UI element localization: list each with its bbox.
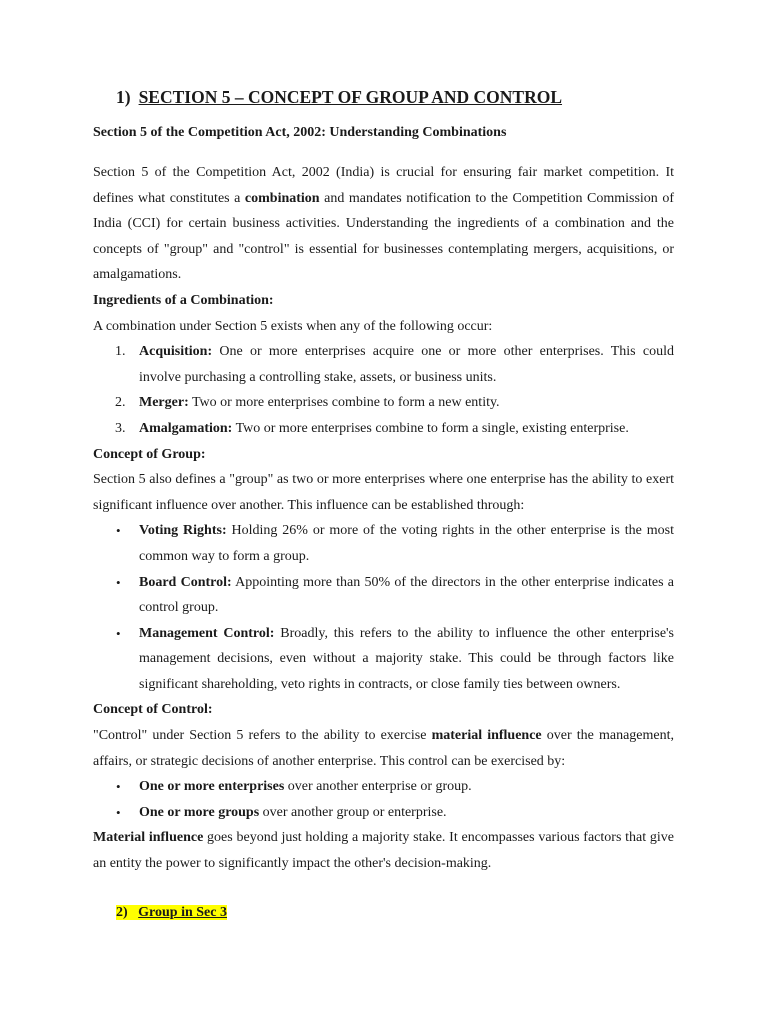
item-term: Management Control: bbox=[139, 625, 275, 641]
closing-text: goes beyond just holding a majority stake. It encompasses various factors that give an entity the power to significantly impact the other's decision-making. bbox=[93, 830, 675, 872]
list-item bbox=[93, 416, 674, 442]
document-subtitle: Section 5 of the Competition Act, 2002: Understanding Combinations bbox=[93, 125, 507, 140]
document-body bbox=[93, 84, 674, 923]
intro-bold-term: combination bbox=[244, 190, 320, 206]
heading-title: SECTION 5 – CONCEPT OF GROUP AND CONTROL bbox=[138, 87, 563, 107]
item-text: over another group or enterprise. bbox=[259, 804, 447, 820]
item-text: Two or more enterprises combine to form a new entity. bbox=[188, 395, 500, 411]
bullet-icon: • bbox=[116, 574, 121, 590]
ingredients-list bbox=[93, 339, 674, 441]
heading-number: 2) bbox=[116, 904, 128, 920]
item-term: One or more enterprises bbox=[139, 779, 285, 795]
item-text: Appointing more than 50% of the directors in the other enterprise indicates a control group. bbox=[139, 574, 674, 616]
list-item bbox=[93, 518, 674, 569]
item-term: Voting Rights: bbox=[139, 523, 227, 539]
control-list bbox=[93, 774, 674, 825]
material-influence-paragraph bbox=[93, 825, 674, 876]
group-lead: Section 5 also defines a "group" as two or more enterprises where one enterprise has the ability to exert significant influence over another. This influence can be established through: bbox=[93, 472, 674, 513]
intro-text: Section 5 of the Competition Act, 2002 (India) is crucial for ensuring fair market competition. It defines what constitutes a bbox=[93, 165, 674, 206]
group-list bbox=[93, 518, 674, 697]
list-item bbox=[93, 621, 674, 698]
control-lead-text-cont: over the management, affairs, or strategic decisions of another enterprise. This control can be exercised by: bbox=[93, 728, 674, 769]
item-term: Acquisition: bbox=[139, 344, 213, 360]
heading-title: Group in Sec 3 bbox=[138, 904, 227, 920]
item-text: Two or more enterprises combine to form a single, existing enterprise. bbox=[232, 420, 629, 436]
ingredients-lead: A combination under Section 5 exists when any of the following occur: bbox=[93, 318, 493, 334]
list-item bbox=[93, 390, 674, 416]
bullet-icon: • bbox=[116, 779, 121, 795]
item-text: Holding 26% or more of the voting rights in the other enterprise is the most common way to form a group. bbox=[139, 523, 674, 564]
list-number: 2. bbox=[115, 395, 126, 411]
control-bold-term: material influence bbox=[431, 728, 542, 744]
intro-text-cont: and mandates notification to the Competition Commission of India (CCI) for certain business activities. Understanding the ingredients of a combination and the concepts of "group" and "control" is essential for businesses contemplating mergers, acquisitions, or amalgamations. bbox=[93, 190, 674, 283]
control-lead-text: "Control" under Section 5 refers to the ability to exercise bbox=[93, 728, 432, 744]
item-text: over another enterprise or group. bbox=[284, 779, 472, 795]
item-term: Merger: bbox=[139, 395, 189, 411]
closing-bold-term: Material influence bbox=[93, 830, 204, 846]
list-item bbox=[93, 774, 674, 800]
item-term: Amalgamation: bbox=[139, 420, 233, 436]
bullet-icon: • bbox=[116, 804, 121, 820]
group-heading: Concept of Group: bbox=[93, 446, 206, 462]
bullet-icon: • bbox=[116, 523, 121, 539]
list-item bbox=[93, 339, 674, 390]
bullet-icon: • bbox=[116, 625, 121, 641]
list-item bbox=[93, 570, 674, 621]
item-text: Broadly, this refers to the ability to influence the other enterprise's management decisions, even without a majority stake. This could be through factors like significant shareholding, veto rights in contracts, or close family ties between owners. bbox=[139, 625, 675, 692]
item-term: Board Control: bbox=[139, 574, 232, 590]
ingredients-heading: Ingredients of a Combination: bbox=[93, 292, 274, 308]
list-number: 3. bbox=[115, 420, 126, 436]
intro-paragraph bbox=[93, 160, 674, 288]
section-heading-1 bbox=[116, 84, 674, 110]
item-term: One or more groups bbox=[139, 804, 260, 820]
heading-number: 1) bbox=[116, 87, 131, 107]
section-heading-2 bbox=[116, 903, 674, 923]
item-text: One or more enterprises acquire one or more other enterprises. This could involve purchasing a controlling stake, assets, or business units. bbox=[139, 344, 674, 385]
control-lead bbox=[93, 723, 674, 774]
highlighted-heading bbox=[116, 905, 227, 920]
list-item bbox=[93, 800, 674, 826]
control-heading: Concept of Control: bbox=[93, 702, 213, 718]
list-number: 1. bbox=[115, 344, 126, 360]
